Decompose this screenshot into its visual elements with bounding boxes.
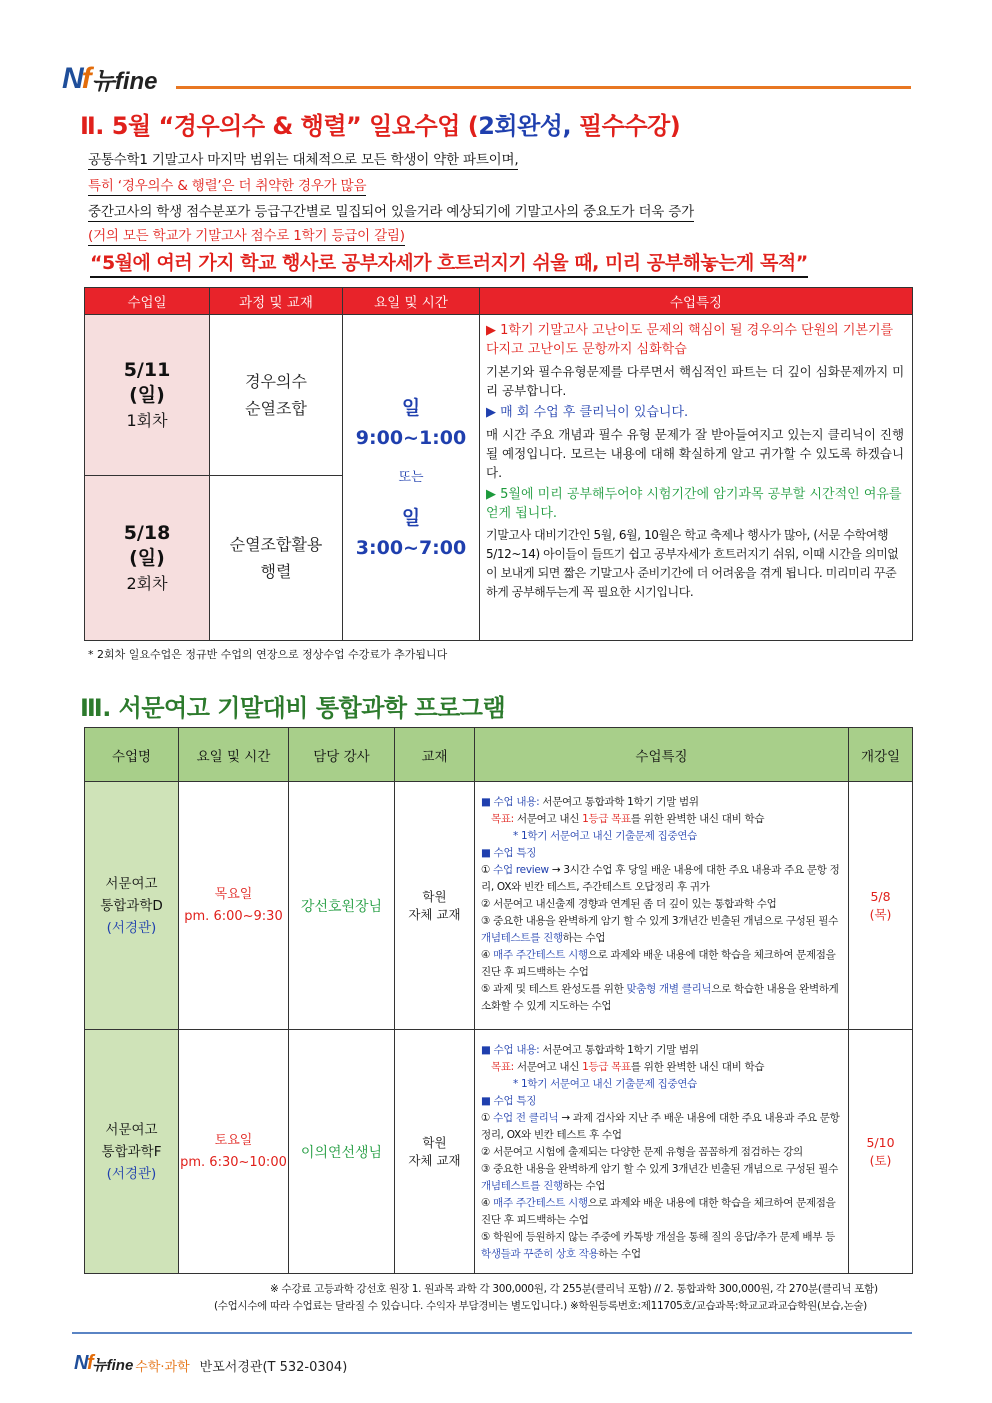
table-header-row bbox=[85, 728, 913, 782]
class-date: 5/11 (일) 1회차 bbox=[85, 315, 210, 476]
class-teacher: 이의연선생님 bbox=[289, 1030, 395, 1274]
slogan: “5월에 여러 가지 학교 행사로 공부자세가 흐트러지기 쉬울 때, 미리 공부해놓는게 목적” bbox=[90, 248, 808, 278]
table-row bbox=[85, 315, 913, 476]
sunday-class-table bbox=[84, 287, 913, 641]
footer-subjects: 수학·과학 bbox=[135, 1360, 190, 1375]
section2-title: Ⅱ. 5월 “경우의수 & 행렬” 일요수업 (2회완성, 필수수강) bbox=[80, 112, 681, 140]
table-header-row bbox=[85, 288, 913, 315]
col-header: 과정 및 교재 bbox=[210, 288, 343, 315]
section3-title: Ⅲ. 서문여고 기말대비 통합과학 프로그램 bbox=[80, 694, 506, 722]
science-program-table bbox=[84, 727, 913, 1274]
class-textbook: 학원 자체 교재 bbox=[395, 1030, 475, 1274]
class-teacher: 강선호원장님 bbox=[289, 782, 395, 1030]
col-header: 담당 강사 bbox=[289, 728, 395, 782]
class-course: 경우의수 순열조합 bbox=[210, 315, 343, 476]
class-features: ■ 수업 내용: 서문여고 통합과학 1학기 기말 범위 목표: 서문여고 내신 1등급 목표를 위한 완벽한 내신 대비 학습 * 1학기 서문여고 내신 기출문제 집중연습 ■ 수업 특징 ① 수업 전 클리닉 → 과제 검사와 지난 주 배운 내용에 대한 주요 내용과 주요 문항 정리, OX와 빈칸 테스트 후 수업 ② 서문여고 시험에 출제되는 다양한 문제 유형을 꼼꼼하게 점검하는 강의 ③ 중요한 내용을 완벽하게 암기 할 수 있게 3개년간 빈출된 개념으로 구성된 필수 개념테스트를 진행하는 수업 ④ 매주 주간테스트 시행으로 과제와 배운 내용에 대한 학습을 체크하여 문제점을 진단 후 피드백하는 수업 ⑤ 학원에 등원하지 않는 주중에 카톡방 개설을 통해 질의 응답/추가 문제 배부 등 학생들과 꾸준히 상호 작용하는 수업 bbox=[475, 1030, 849, 1274]
class-schedule: 토요일 pm. 6:30~10:00 bbox=[179, 1030, 289, 1274]
col-header: 개강일 bbox=[849, 728, 913, 782]
class-start-date: 5/10 (토) bbox=[849, 1030, 913, 1274]
col-header: 교재 bbox=[395, 728, 475, 782]
header-divider bbox=[176, 86, 911, 89]
intro-line-2: 특히 ‘경우의수 & 행렬’은 더 취약한 경우가 많음 bbox=[88, 178, 367, 194]
col-header: 수업특징 bbox=[480, 288, 913, 315]
footer bbox=[74, 1352, 347, 1375]
col-header: 수업명 bbox=[85, 728, 179, 782]
col-header: 수업일 bbox=[85, 288, 210, 315]
col-header: 수업특징 bbox=[475, 728, 849, 782]
logo-text: 뉴fine bbox=[91, 68, 158, 95]
table-row bbox=[85, 1030, 913, 1274]
footer-branch: 반포서경관(T 532-0304) bbox=[199, 1360, 348, 1375]
intro-line-1: 공통수학1 기말고사 마지막 범위는 대체적으로 모든 학생이 약한 파트이며, bbox=[88, 152, 519, 168]
class-name: 서문여고 통합과학F (서경관) bbox=[85, 1030, 179, 1274]
class-course: 순열조합활용 행렬 bbox=[210, 476, 343, 641]
class-schedule: 목요일 pm. 6:00~9:30 bbox=[179, 782, 289, 1030]
table-row bbox=[85, 782, 913, 1030]
class-features: ▶ 1학기 기말고사 고난이도 문제의 핵심이 될 경우의수 단원의 기본기를 다지고 고난이도 문항까지 심화학습 기본기와 필수유형문제를 다루면서 핵심적인 파트는 더 깊이 심화문제까지 미리 공부합니다. ▶ 매 회 수업 후 클리닉이 있습니다. 매 시간 주요 개념과 필수 유형 문제가 잘 받아들여지고 있는지 클리닉이 진행될 예정입니다. 모르는 내용에 대해 확실하게 알고 귀가할 수 있도록 하겠습니다. ▶ 5월에 미리 공부해두어야 시험기간에 암기과목 공부할 시간적인 여유를 얻게 됩니다. 기말고사 대비기간인 5월, 6월, 10월은 학교 축제나 행사가 많아, (서문 수학여행 5/12~14) 아이들이 들뜨기 쉽고 공부자세가 흐트러지기 쉬워, 이때 시간을 의미없이 보내게 되면 짧은 기말고사 준비기간에 더 어려움을 겪게 됩니다. 미리미리 꾸준하게 공부해두는게 꼭 필요한 시기입니다. bbox=[480, 315, 913, 641]
fee-note-2: (수업시수에 따라 수업료는 달라질 수 있습니다. 수익자 부담경비는 별도입니다.) ※학원등록번호:제11705호/교습과목:학교교과교습학원(보습,논술) bbox=[214, 1300, 867, 1312]
footer-divider bbox=[72, 1332, 912, 1334]
class-date: 5/18 (일) 2회차 bbox=[85, 476, 210, 641]
class-name: 서문여고 통합과학D (서경관) bbox=[85, 782, 179, 1030]
logo-mark: Nf bbox=[62, 62, 90, 95]
col-header: 요일 및 시간 bbox=[179, 728, 289, 782]
col-header: 요일 및 시간 bbox=[343, 288, 480, 315]
intro-line-3: 중간고사의 학생 점수분포가 등급구간별로 밀집되어 있을거라 예상되기에 기말고사의 중요도가 더욱 증가 bbox=[88, 204, 694, 220]
class-features: ■ 수업 내용: 서문여고 통합과학 1학기 기말 범위 목표: 서문여고 내신 1등급 목표를 위한 완벽한 내신 대비 학습 * 1학기 서문여고 내신 기출문제 집중연습 ■ 수업 특징 ① 수업 review → 3시간 수업 후 당일 배운 내용에 대한 주요 내용과 주요 문항 정리, OX와 빈칸 테스트, 주간테스트 오답정리 후 귀가 ② 서문여고 내신출제 경향과 연계된 좀 더 깊이 있는 통합과학 수업 ③ 중요한 내용을 완벽하게 암기 할 수 있게 3개년간 빈출된 개념으로 구성된 필수 개념테스트를 진행하는 수업 ④ 매주 주간테스트 시행으로 과제와 배운 내용에 대한 학습을 체크하여 문제점을 진단 후 피드백하는 수업 ⑤ 과제 및 테스트 완성도를 위한 맞춤형 개별 클리닉으로 학습한 내용을 완벽하게 소화할 수 있게 지도하는 수업 bbox=[475, 782, 849, 1030]
class-start-date: 5/8 (목) bbox=[849, 782, 913, 1030]
class-textbook: 학원 자체 교재 bbox=[395, 782, 475, 1030]
intro-line-4: (거의 모든 학교가 기말고사 점수로 1학기 등급이 갈림) bbox=[88, 228, 405, 244]
sunday-class-note: * 2회차 일요수업은 정규반 수업의 연장으로 정상수업 수강료가 추가됩니다 bbox=[88, 648, 448, 661]
footer-logo-text: 뉴fine bbox=[92, 1357, 134, 1374]
brand-logo bbox=[62, 60, 158, 96]
fee-note-1: ※ 수강료 고등과학 강선호 원장 1. 원과목 과학 각 300,000원, 각 255분(클리닉 포함) // 2. 통합과학 300,000원, 각 270분(클리닉 포함) bbox=[270, 1283, 878, 1295]
class-time: 일 9:00~1:00 또는 일 3:00~7:00 bbox=[343, 315, 480, 641]
footer-logo-mark: Nf bbox=[74, 1352, 93, 1374]
